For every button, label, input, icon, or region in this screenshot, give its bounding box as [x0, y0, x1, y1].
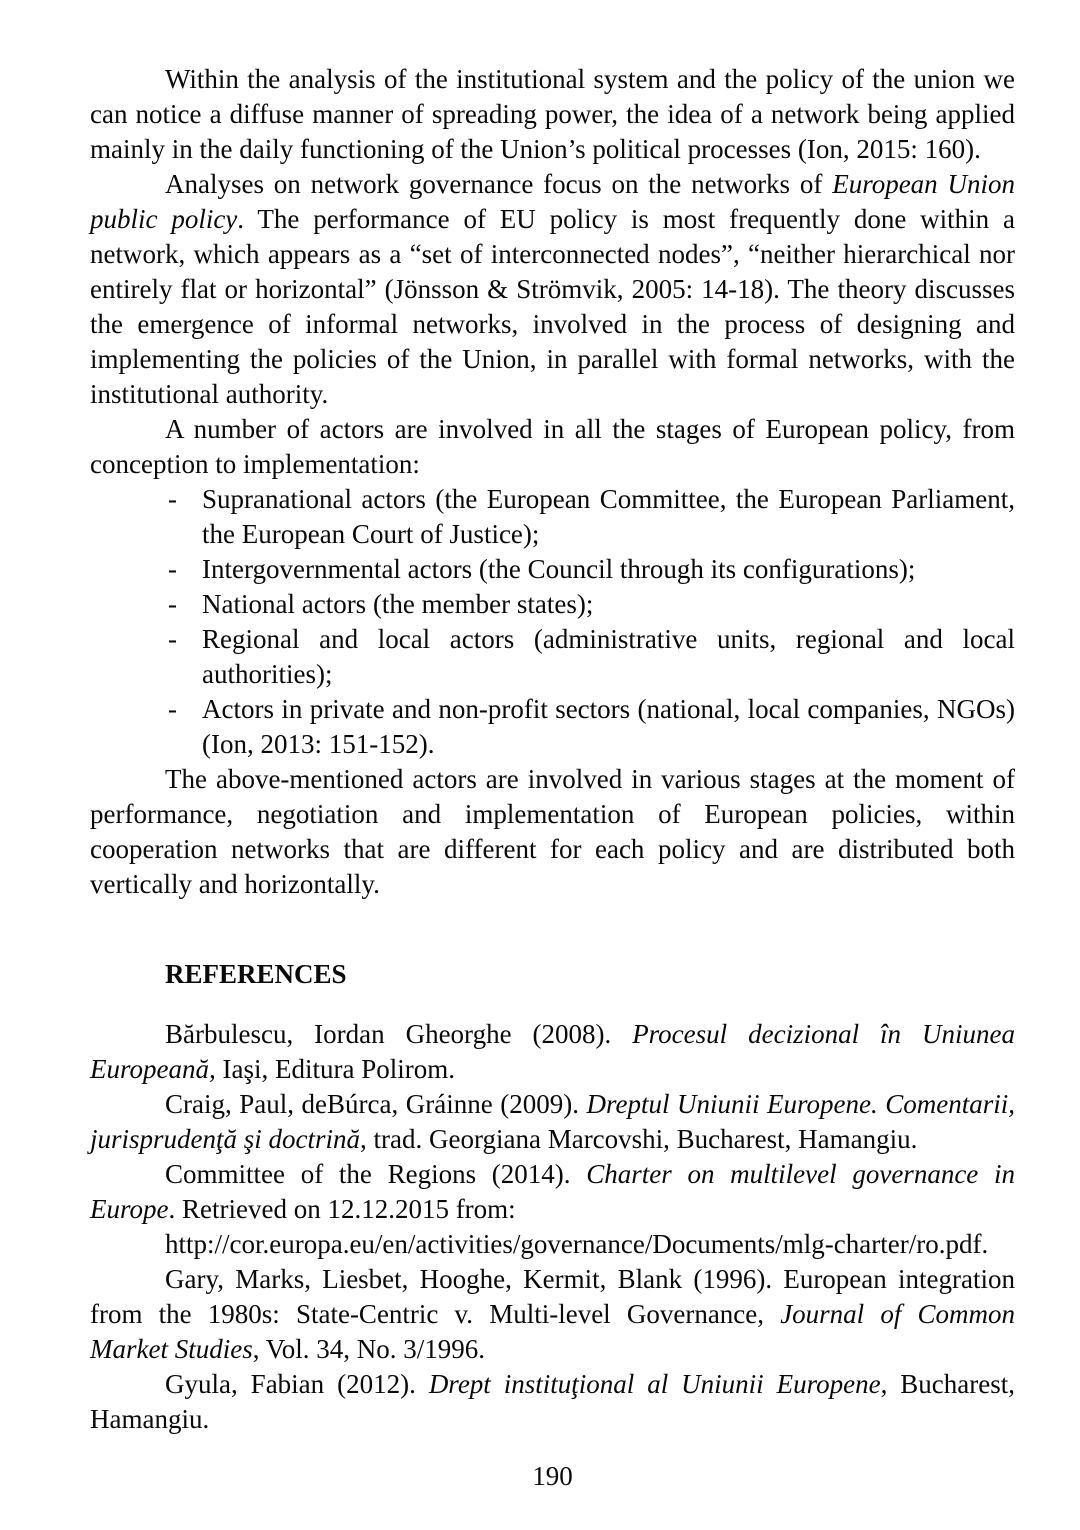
text-run: Within the analysis of the institutional system and the policy of the union we can notice a diffuse manner of spreading power, the idea of a network being applied mainly in the daily functioning of the Union’s political processes (Ion, 2015: 160). — [90, 64, 1015, 164]
text-run: The above-mentioned actors are involved in various stages at the moment of performance, negotiation and implementation of European policies, within cooperation networks that are different for each policy and are distributed both vertically and horizontally. — [90, 764, 1015, 899]
paragraph-actors-lead-in — [90, 412, 1015, 482]
list-item — [90, 552, 1015, 587]
italic-run: Journal of Common Market Studies — [90, 1299, 1016, 1364]
italic-run: Charter on multilevel governance in Europe — [90, 1159, 1015, 1224]
reference-entry — [90, 1087, 1015, 1157]
list-item-text: Actors in private and non-profit sectors (national, local companies, NGOs) (Ion, 2013: 151-152). — [202, 694, 1015, 759]
references-list — [90, 1017, 1015, 1437]
text-run: Analyses on network governance focus on the networks of — [165, 169, 833, 199]
reference-entry — [90, 1262, 1015, 1367]
text-run: Committee of the Regions (2014). — [165, 1159, 587, 1189]
reference-entry — [90, 1157, 1015, 1227]
italic-run: Procesul decizional în Uniunea Europeană, — [90, 1019, 1015, 1084]
text-run: . The performance of EU policy is most frequently done within a network, which appears as a “set of interconnected nodes”, “neither hierarchical nor entirely flat or horizontal” (Jönsson & Strömvik, 2005: 14-18). The theory discusses the emergence of informal networks, involved in the process of designing and implementing the policies of the Union, in parallel with formal networks, with the institutional authority. — [90, 204, 1015, 409]
text-run: Iaşi, Editura Polirom. — [215, 1054, 455, 1084]
hyphen-bullet: - — [168, 694, 177, 724]
text-run: Craig, Paul, deBúrca, Gráinne (2009). — [165, 1089, 587, 1119]
page-number: 190 — [532, 1461, 573, 1491]
actor-list — [90, 482, 1015, 762]
text-run: , Vol. 34, No. 3/1996. — [252, 1334, 486, 1364]
hyphen-bullet: - — [168, 484, 177, 514]
list-item — [90, 622, 1015, 692]
text-run: Gary, Marks, Liesbet, Hooghe, Kermit, Blank (1996). European integration from the 1980s: State-Centric v. Multi-level Governance, — [90, 1264, 1015, 1329]
text-run: Gyula, Fabian (2012). — [165, 1369, 429, 1399]
references-heading: REFERENCES — [165, 959, 347, 989]
text-run: A number of actors are involved in all the stages of European policy, from conception to implementation: — [90, 414, 1015, 479]
url-text: http://cor.europa.eu/en/activities/governance/Documents/mlg-charter/ro.pdf. — [165, 1229, 989, 1259]
list-item-text: Intergovernmental actors (the Council through its configurations); — [202, 554, 916, 584]
reference-entry — [90, 1367, 1015, 1437]
paragraph-network-governance — [90, 167, 1015, 412]
hyphen-bullet: - — [168, 589, 177, 619]
list-item — [90, 587, 1015, 622]
text-run: , trad. Georgiana Marcovshi, Bucharest, Hamangiu. — [360, 1124, 918, 1154]
list-item — [90, 692, 1015, 762]
text-run: . Retrieved on 12.12.2015 from: — [168, 1194, 516, 1224]
reference-url — [90, 1227, 1015, 1262]
list-item — [90, 482, 1015, 552]
paragraph-intro — [90, 62, 1015, 167]
text-run: Bărbulescu, Iordan Gheorghe (2008). — [165, 1019, 633, 1049]
text-run: , Bucharest, Hamangiu. — [90, 1369, 1016, 1434]
list-item-text: National actors (the member states); — [202, 589, 594, 619]
list-item-text: Supranational actors (the European Committee, the European Parliament, the European Court of Justice); — [202, 484, 1015, 549]
hyphen-bullet: - — [168, 624, 177, 654]
hyphen-bullet: - — [168, 554, 177, 584]
italic-run: Dreptul Uniunii Europene. Comentarii, jurisprudenţă şi doctrină — [90, 1089, 1015, 1154]
italic-run: European Union public policy — [90, 169, 1016, 234]
reference-entry — [90, 1017, 1015, 1087]
list-item-text: Regional and local actors (administrative units, regional and local authorities); — [202, 624, 1015, 689]
paragraph-conclusion — [90, 762, 1015, 902]
italic-run: Drept instituţional al Uniunii Europene — [428, 1369, 881, 1399]
